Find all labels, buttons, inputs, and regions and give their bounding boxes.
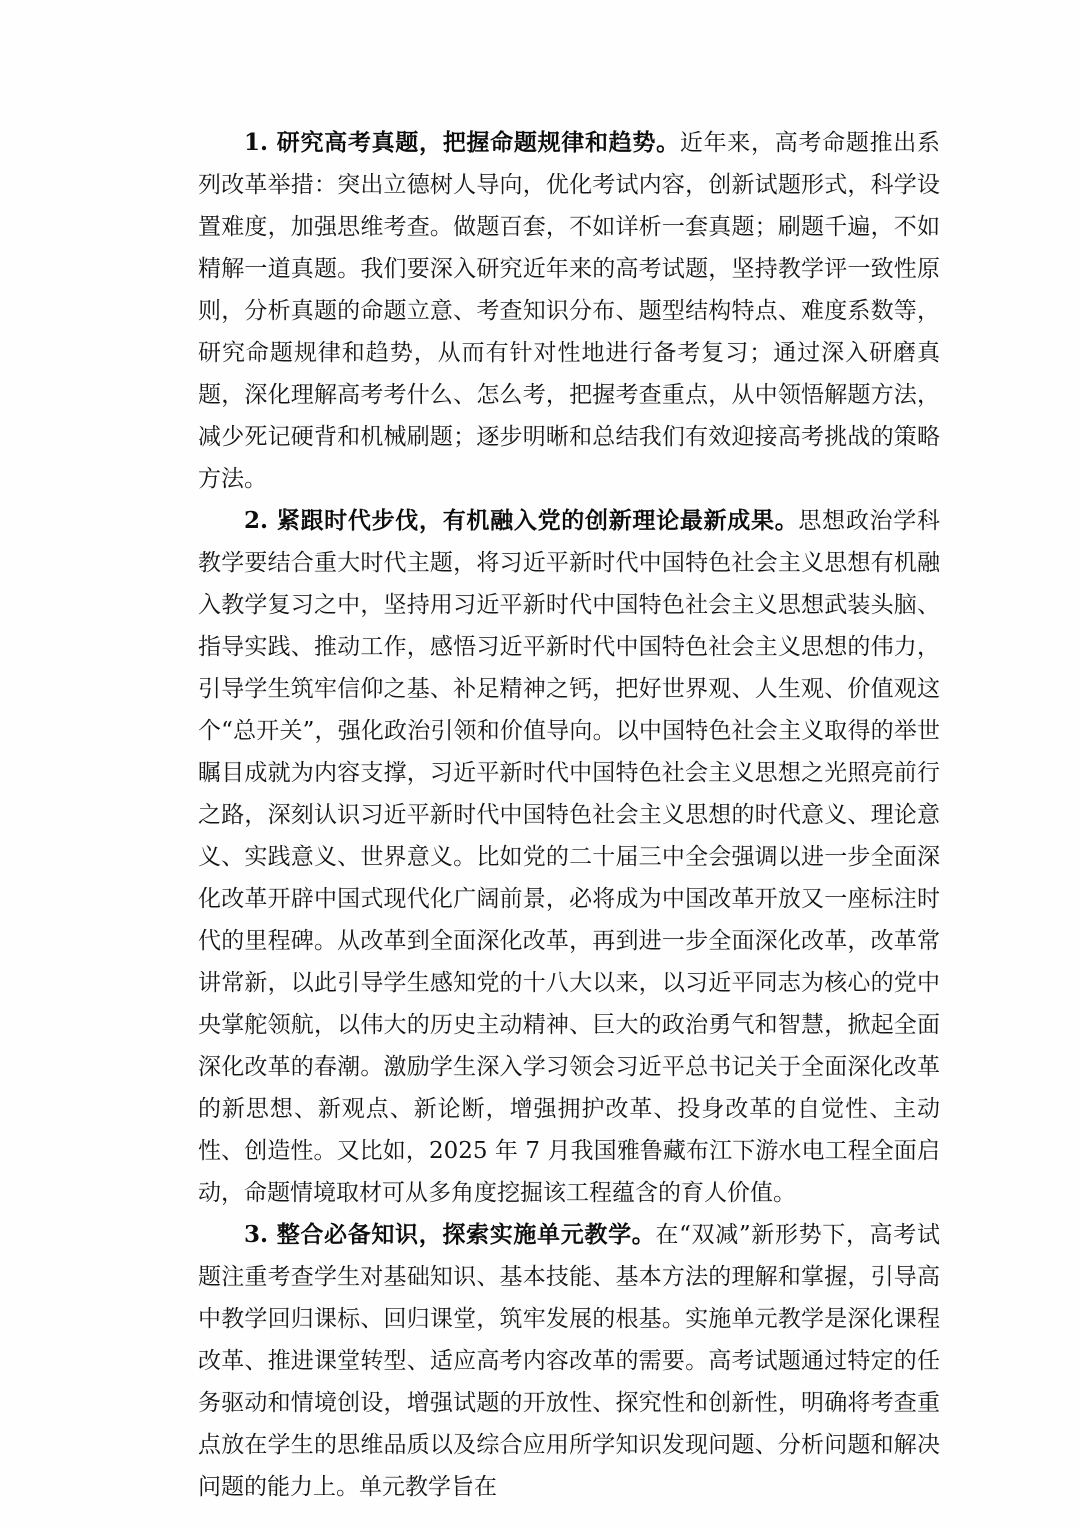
paragraph-3-body: 在“双减”新形势下，高考试题注重考查学生对基础知识、基本技能、基本方法的理解和掌握，引导高中教学回归课标、回归课堂，筑牢发展的根基。实施单元教学是深化课程改革、推进课堂转型、适应高考内容改革的需要。高考试题通过特定的任务驱动和情境创设，增强试题的开放性、探究性和创新性，明确将考查重点放在学生的思维品质以及综合应用所学知识发现问题、分析问题和解决问题的能力上。单元教学旨在 bbox=[198, 1222, 940, 1500]
paragraph-3 bbox=[198, 1214, 940, 1508]
body-text bbox=[198, 122, 940, 1508]
paragraph-1-heading: 1. 研究高考真题，把握命题规律和趋势。 bbox=[244, 129, 680, 156]
paragraph-2 bbox=[198, 500, 940, 1214]
paragraph-2-body: 思想政治学科教学要结合重大时代主题，将习近平新时代中国特色社会主义思想有机融入教学复习之中，坚持用习近平新时代中国特色社会主义思想武装头脑、指导实践、推动工作，感悟习近平新时代中国特色社会主义思想的伟力，引导学生筑牢信仰之基、补足精神之钙，把好世界观、人生观、价值观这个“总开关”，强化政治引领和价值导向。以中国特色社会主义取得的举世瞩目成就为内容支撑，习近平新时代中国特色社会主义思想之光照亮前行之路，深刻认识习近平新时代中国特色社会主义思想的时代意义、理论意义、实践意义、世界意义。比如党的二十届三中全会强调以进一步全面深化改革开辟中国式现代化广阔前景，必将成为中国改革开放又一座标注时代的里程碑。从改革到全面深化改革，再到进一步全面深化改革，改革常讲常新，以此引导学生感知党的十八大以来，以习近平同志为核心的党中央掌舵领航，以伟大的历史主动精神、巨大的政治勇气和智慧，掀起全面深化改革的春潮。激励学生深入学习领会习近平总书记关于全面深化改革的新思想、新观点、新论断，增强拥护改革、投身改革的自觉性、主动性、创造性。又比如，2025 年 7 月我国雅鲁藏布江下游水电工程全面启动，命题情境取材可从多角度挖掘该工程蕴含的育人价值。 bbox=[198, 508, 940, 1206]
paragraph-2-heading: 2. 紧跟时代步伐，有机融入党的创新理论最新成果。 bbox=[244, 507, 799, 534]
paragraph-3-heading: 3. 整合必备知识，探索实施单元教学。 bbox=[244, 1221, 656, 1248]
paragraph-1-body: 近年来，高考命题推出系列改革举措：突出立德树人导向，优化考试内容，创新试题形式，科学设置难度，加强思维考查。做题百套，不如详析一套真题；刷题千遍，不如精解一道真题。我们要深入研究近年来的高考试题，坚持教学评一致性原则，分析真题的命题立意、考查知识分布、题型结构特点、难度系数等，研究命题规律和趋势，从而有针对性地进行备考复习；通过深入研磨真题，深化理解高考考什么、怎么考，把握考查重点，从中领悟解题方法，减少死记硬背和机械刷题；逐步明晰和总结我们有效迎接高考挑战的策略方法。 bbox=[198, 130, 940, 492]
paragraph-1 bbox=[198, 122, 940, 500]
